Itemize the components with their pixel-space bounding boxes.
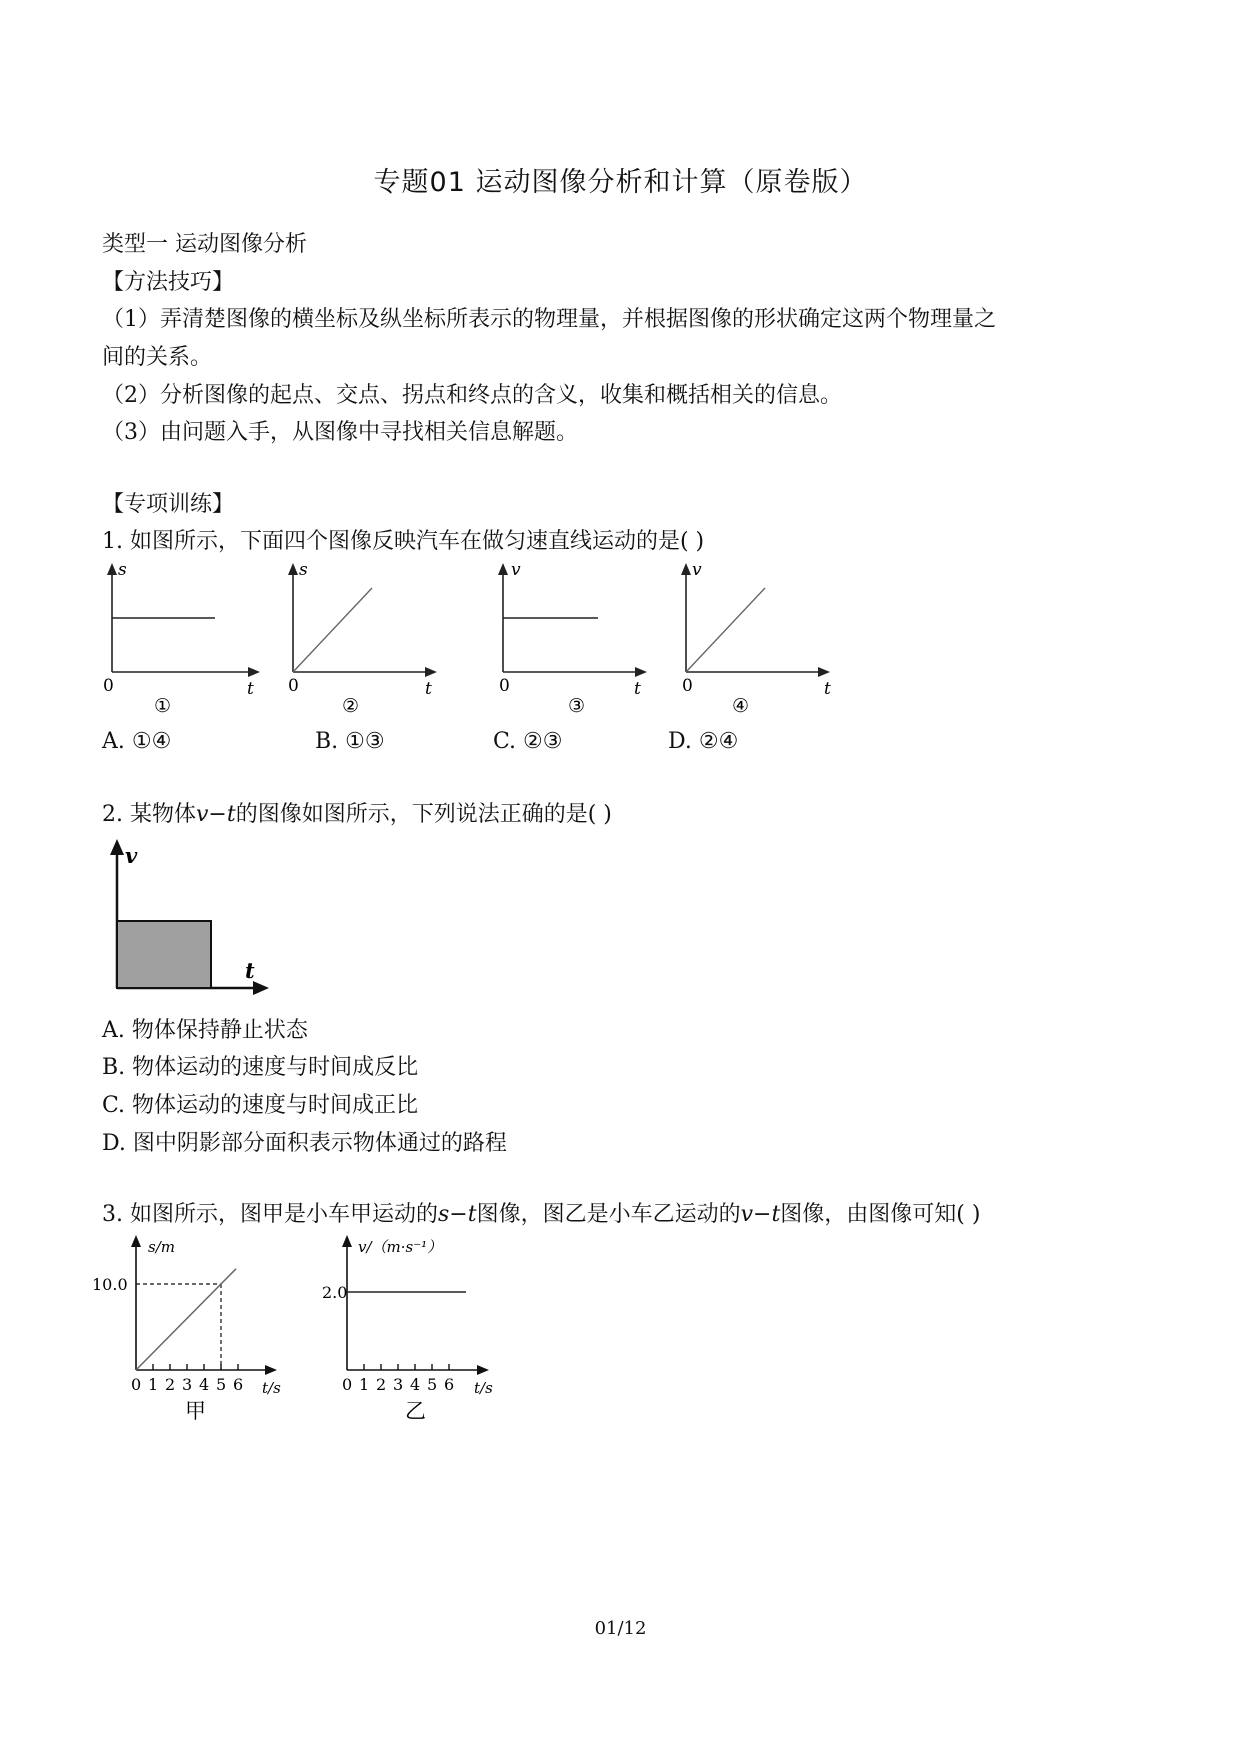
question-3-stem-c: 图像，由图像可知( ) [780, 1202, 981, 1227]
chart-yi-xlabel: t/s [474, 1379, 493, 1397]
q1-graph-3-origin: 0 [499, 676, 510, 696]
q1-graph-3-ylabel: v [511, 560, 521, 580]
q1-graph-2-xlabel: t [425, 679, 432, 699]
chart-yi-tick-label: 4 [410, 1375, 421, 1394]
question-1-option-d[interactable]: D. ②④ [668, 729, 739, 754]
q1-graph-1 [103, 560, 260, 717]
question-3-stem-a: 3. 如图所示，图甲是小车甲运动的 [102, 1202, 438, 1227]
question-2-stem-suffix: 的图像如图所示，下列说法正确的是( ) [235, 802, 612, 827]
training-heading: 【专项训练】 [102, 492, 235, 517]
chart-jia [92, 1235, 281, 1423]
chart-jia-tick-label: 5 [216, 1375, 227, 1394]
question-1-option-a[interactable]: A. ①④ [102, 729, 172, 754]
chart-jia-tick-label: 4 [199, 1375, 210, 1394]
type1-heading: 类型一 运动图像分析 [102, 232, 307, 257]
chart-yi-tick-label: 2 [376, 1375, 387, 1394]
chart-jia-ytick: 10.0 [92, 1275, 128, 1294]
question-2-option-d[interactable]: D. 图中阴影部分面积表示物体通过的路程 [102, 1131, 507, 1156]
q2-graph-xlabel: t [245, 958, 255, 983]
chart-yi-tick-label: 3 [393, 1375, 404, 1394]
q1-graph-4-caption: ④ [732, 695, 750, 717]
question-3-figures [0, 1232, 520, 1427]
q1-graph-1-xlabel: t [247, 679, 254, 699]
chart-jia-tick-label: 2 [165, 1375, 176, 1394]
method-point-1b: 间的关系。 [102, 345, 213, 370]
chart-jia-tick-label: 6 [233, 1375, 244, 1394]
chart-yi [322, 1235, 493, 1423]
method-point-1a: （1）弄清楚图像的横坐标及纵坐标所表示的物理量，并根据图像的形状确定这两个物理量之 [102, 307, 997, 332]
chart-jia-ylabel: s/m [148, 1238, 175, 1256]
chart-yi-ylabel: v/（m·s⁻¹） [358, 1238, 443, 1256]
method-heading: 【方法技巧】 [102, 270, 235, 295]
question-1-option-c[interactable]: C. ②③ [493, 729, 563, 754]
question-3-stem-math-1: s−t [438, 1202, 477, 1227]
question-2-option-a[interactable]: A. 物体保持静止状态 [102, 1018, 308, 1043]
chart-jia-xlabel: t/s [262, 1379, 281, 1397]
question-1-option-b[interactable]: B. ①③ [315, 729, 385, 754]
q1-graph-1-ylabel: s [118, 560, 127, 580]
question-3-stem-b: 图像，图乙是小车乙运动的 [476, 1202, 741, 1227]
page-title: 专题01 运动图像分析和计算（原卷版） [373, 167, 868, 198]
q1-graph-2-origin: 0 [288, 676, 299, 696]
chart-yi-tick-label: 6 [444, 1375, 455, 1394]
question-2-figure [95, 835, 285, 1005]
q1-graph-3-caption: ③ [568, 695, 586, 717]
q1-graph-4-xlabel: t [824, 679, 831, 699]
q1-graph-4 [681, 560, 831, 717]
q1-graph-1-caption: ① [154, 695, 172, 717]
question-2-stem-prefix: 2. 某物体 [102, 802, 196, 827]
q2-shaded-area [117, 921, 211, 988]
question-2-stem-math: v−t [195, 802, 236, 827]
q1-graph-4-line [686, 588, 765, 672]
question-3-stem [102, 1197, 980, 1228]
q2-graph-ylabel: v [125, 843, 138, 868]
chart-jia-tick-label: 0 [131, 1375, 142, 1394]
method-point-2: （2）分析图像的起点、交点、拐点和终点的含义，收集和概括相关的信息。 [102, 383, 842, 408]
page-number: 01/12 [594, 1618, 647, 1639]
chart-yi-tick-label: 1 [359, 1375, 370, 1394]
q1-graph-3 [498, 560, 647, 717]
q1-graph-1-origin: 0 [103, 676, 114, 696]
chart-jia-tick-label: 1 [148, 1375, 159, 1394]
q1-graph-2 [288, 560, 437, 717]
q1-graph-4-origin: 0 [682, 676, 693, 696]
question-2-option-c[interactable]: C. 物体运动的速度与时间成正比 [102, 1093, 419, 1118]
chart-yi-tick-label: 0 [342, 1375, 353, 1394]
question-1-stem: 1. 如图所示，下面四个图像反映汽车在做匀速直线运动的是( ) [102, 529, 705, 554]
question-2-option-b[interactable]: B. 物体运动的速度与时间成反比 [102, 1055, 419, 1080]
question-3-stem-math-2: v−t [740, 1202, 781, 1227]
chart-jia-caption: 甲 [185, 1399, 206, 1423]
q1-graph-4-ylabel: v [692, 560, 702, 580]
chart-jia-tick-label: 3 [182, 1375, 193, 1394]
method-point-3: （3）由问题入手，从图像中寻找相关信息解题。 [102, 420, 578, 445]
chart-yi-tick-label: 5 [427, 1375, 438, 1394]
question-2-stem [102, 797, 612, 828]
chart-yi-ytick: 2.0 [322, 1283, 348, 1302]
q1-graph-2-line [293, 588, 372, 672]
question-1-figures [0, 555, 1241, 725]
q1-graph-2-ylabel: s [299, 560, 308, 580]
q1-graph-3-xlabel: t [634, 679, 641, 699]
chart-yi-caption: 乙 [405, 1399, 426, 1423]
q1-graph-2-caption: ② [342, 695, 360, 717]
